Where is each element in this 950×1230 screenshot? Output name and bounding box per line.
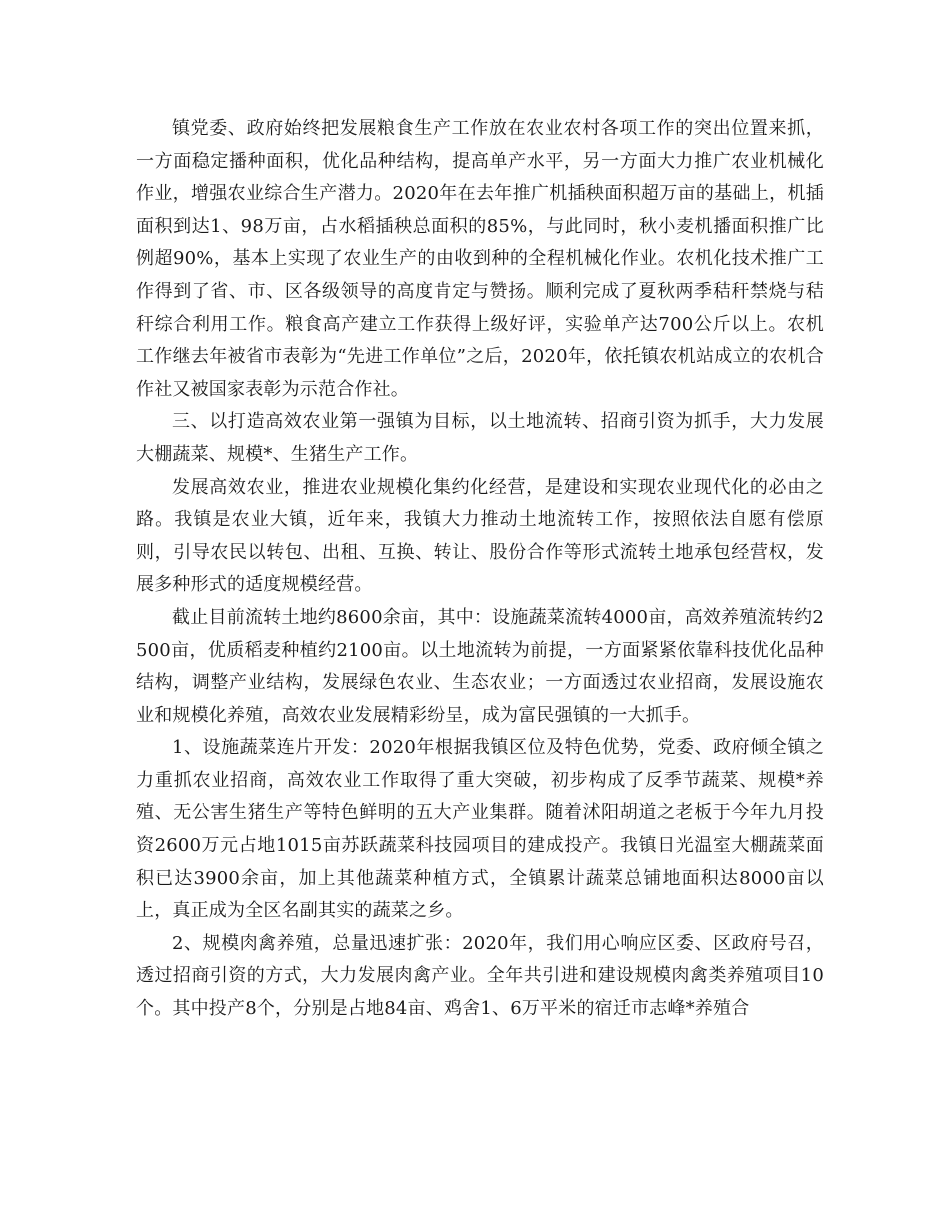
paragraph-poultry-farming: 2、规模肉禽养殖，总量迅速扩张：2020年，我们用心响应区委、区政府号召，透过招商引资的方式，大力发展肉禽产业。全年共引进和建设规模肉禽类养殖项目10个。其中投产8个，分别是占地84亩、鸡舍1、6万平米的宿迁市志峰*养殖合 (136, 932, 824, 1020)
paragraph-grain-production: 镇党委、政府始终把发展粮食生产工作放在农业农村各项工作的突出位置来抓，一方面稳定播种面积，优化品种结构，提高单产水平，另一方面大力推广农业机械化作业，增强农业综合生产潜力。2020年在去年推广机插秧面积超万亩的基础上，机插面积到达1、98万亩，占水稻插秧总面积的85%，与此同时，秋小麦机播面积推广比例超90%，基本上实现了农业生产的由收到种的全程机械化作业。农机化技术推广工作得到了省、市、区各级领导的高度肯定与赞扬。顺利完成了夏秋两季秸秆禁烧与秸秆综合利用工作。粮食高产建立工作获得上级好评，实验单产达700公斤以上。农机工作继去年被省市表彰为“先进工作单位”之后，2020年，依托镇农机站成立的农机合作社又被国家表彰为示范合作社。 (136, 118, 824, 400)
paragraph-section-three-heading: 三、以打造高效农业第一强镇为目标，以土地流转、招商引资为抓手，大力发展大棚蔬菜、规模*、生猪生产工作。 (136, 411, 824, 465)
paragraph-land-transfer: 截止目前流转土地约8600余亩，其中：设施蔬菜流转4000亩，高效养殖流转约2500亩，优质稻麦种植约2100亩。以土地流转为前提，一方面紧紧依靠科技优化品种结构，调整产业结构，发展绿色农业、生态农业；一方面透过农业招商，发展设施农业和规模化养殖，高效农业发展精彩纷呈，成为富民强镇的一大抓手。 (136, 606, 824, 726)
paragraph-efficient-agriculture: 发展高效农业，推进农业规模化集约化经营，是建设和实现农业现代化的必由之路。我镇是农业大镇，近年来，我镇大力推动土地流转工作，按照依法自愿有偿原则，引导农民以转包、出租、互换、转让、股份合作等形式流转土地承包经营权，发展多种形式的适度规模经营。 (136, 476, 824, 596)
document-body (136, 113, 824, 1026)
paragraph-vegetable-development: 1、设施蔬菜连片开发：2020年根据我镇区位及特色优势，党委、政府倾全镇之力重抓农业招商，高效农业工作取得了重大突破，初步构成了反季节蔬菜、规模*养殖、无公害生猪生产等特色鲜明的五大产业集群。随着沭阳胡道之老板于今年九月投资2600万元占地1015亩苏跃蔬菜科技园项目的建成投产。我镇日光温室大棚蔬菜面积已达3900余亩，加上其他蔬菜种植方式，全镇累计蔬菜总铺地面积达8000亩以上，真正成为全区名副其实的蔬菜之乡。 (136, 737, 824, 922)
